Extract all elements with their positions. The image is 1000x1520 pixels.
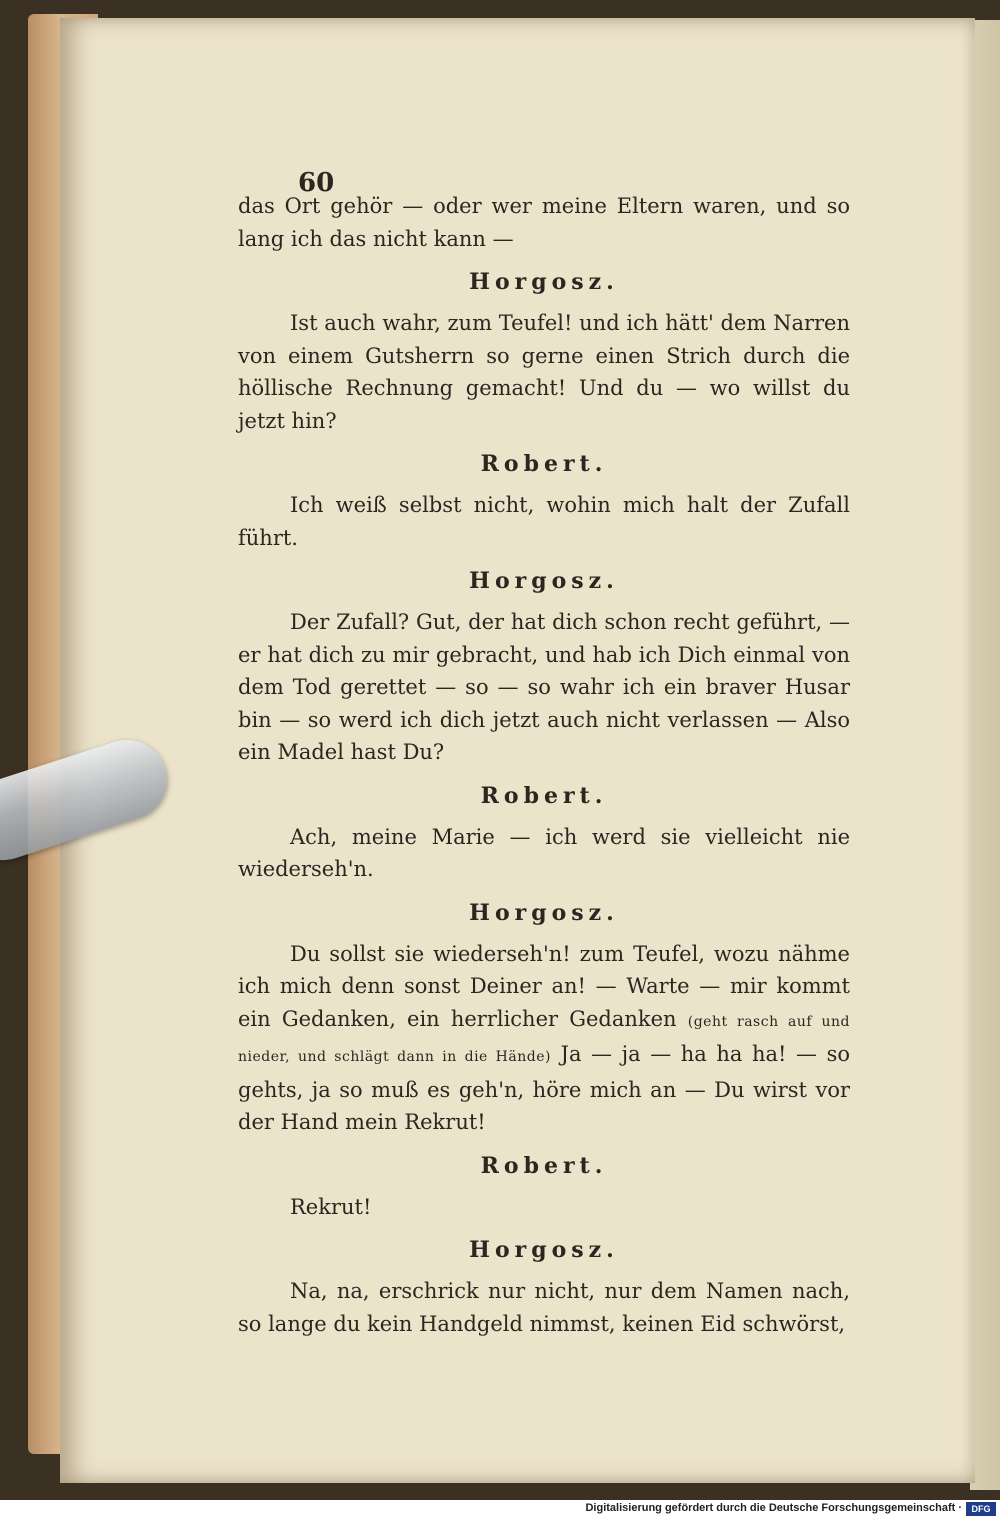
stage-direction: (geht rasch auf und nieder, und schlägt dann in die Hände) (238, 1013, 850, 1065)
paragraph: das Ort gehör — oder wer meine Eltern waren, und so lang ich das nicht kann — (238, 194, 850, 251)
speaker-name: Horgosz. (469, 269, 619, 295)
speaker-name: Horgosz. (469, 899, 619, 926)
paragraph-text: Ja — ja — ha ha ha! — so gehts, ja so muß es geh'n, höre mich an — Du wirst vor der Hand mein Rekrut! (238, 1042, 850, 1134)
paragraph: Ich weiß selbst nicht, wohin mich halt der Zufall führt. (238, 493, 850, 550)
paragraph: Rekrut! (290, 1194, 372, 1219)
speaker-name: Robert. (480, 782, 608, 809)
paragraph: Na, na, erschrick nur nicht, nur dem Namen nach, so lange du kein Handgeld nimmst, keinen Eid schwörst, (238, 1279, 850, 1336)
footer-bar (0, 1500, 1000, 1520)
speaker-name: Robert. (480, 1152, 608, 1179)
page-text (238, 190, 850, 1340)
speaker-name: Horgosz. (469, 1237, 619, 1263)
paragraph: Ist auch wahr, zum Teufel! und ich hätt' dem Narren von einem Gutsherrn so gerne einen Strich durch die höllische Rechnung gemacht! Und du — wo willst du jetzt hin? (238, 311, 850, 433)
paragraph (238, 938, 850, 1139)
dfg-logo: DFG (966, 1502, 996, 1516)
funding-notice: Digitalisierung gefördert durch die Deutsche Forschungsgemeinschaft · (585, 1502, 962, 1514)
paragraph: Der Zufall? Gut, der hat dich schon recht geführt, — er hat dich zu mir gebracht, und hab ich Dich einmal von dem Tod gerettet — so — so wahr ich ein braver Husar bin — so werd ich dich jetzt auch nicht verlassen — Also ein Madel hast Du? (238, 610, 850, 764)
speaker-name: Horgosz. (469, 568, 619, 594)
page-number: 60 (298, 168, 335, 198)
paragraph: Ach, meine Marie — ich werd sie vielleicht nie wiederseh'n. (238, 824, 850, 881)
paragraph-text: Du sollst sie wiederseh'n! zum Teufel, wozu nähme ich mich denn sonst Deiner an! — Warte — mir kommt ein Gedanken, ein herrlicher Gedanken (238, 941, 850, 1031)
speaker-name: Robert. (480, 451, 608, 477)
